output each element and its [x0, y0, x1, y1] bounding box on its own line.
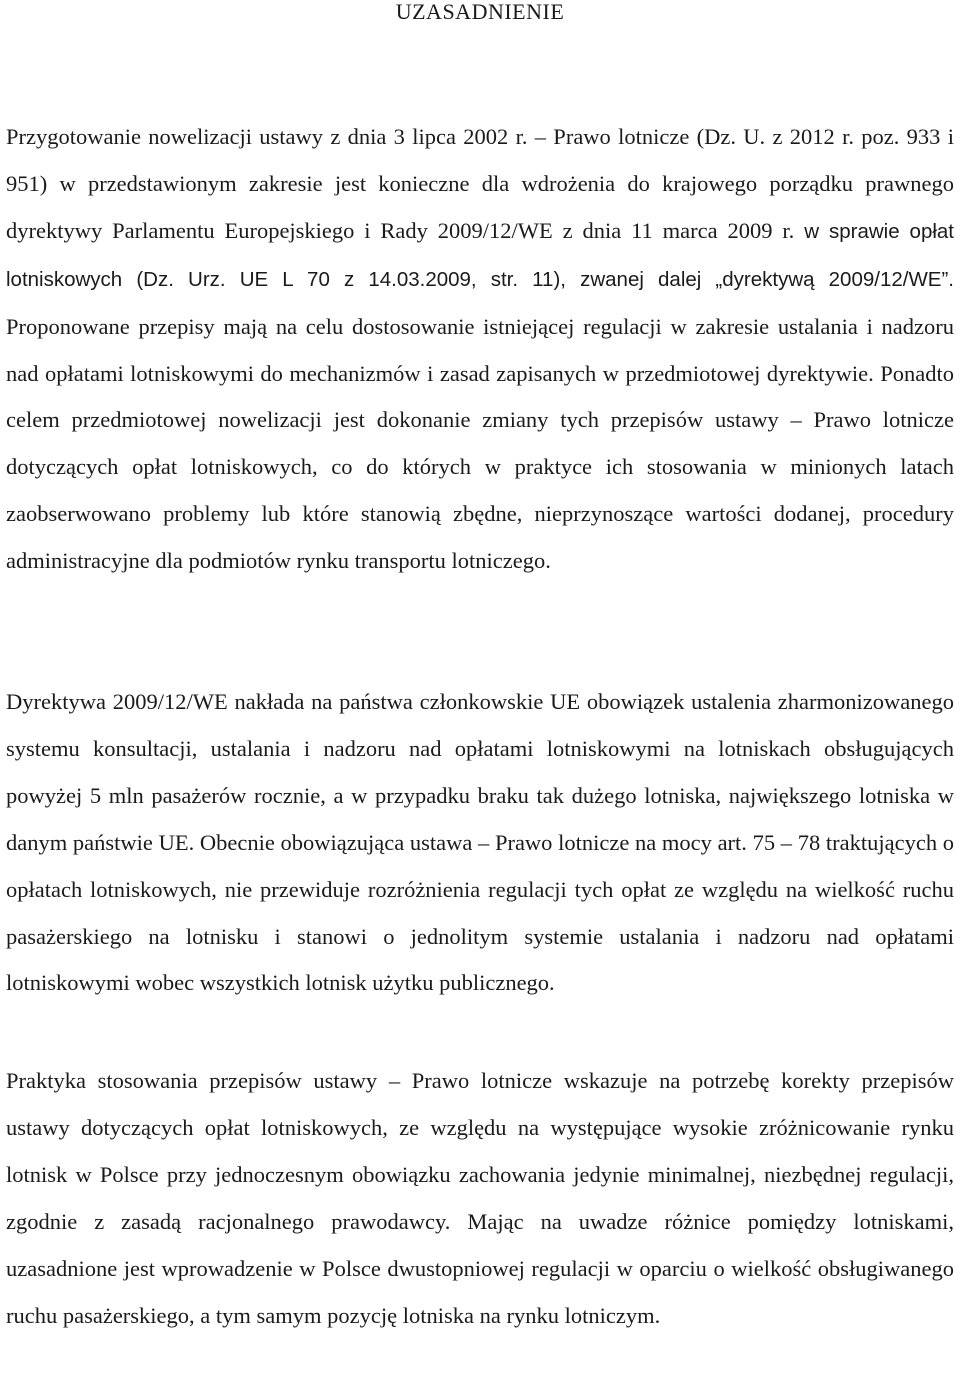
- paragraph-directive: Dyrektywa 2009/12/WE nakłada na państwa członkowskie UE obowiązek ustalenia zharmonizowanego systemu konsultacji, ustalania i nadzoru nad opłatami lotniskowymi na lotniskach obsługujących powyżej 5 mln pasażerów rocznie, a w przypadku braku tak dużego lotniska, największego lotniska w danym państwie UE. Obecnie obowiązująca ustawa – Prawo lotnicze na mocy art. 75 – 78 traktujących o opłatach lotniskowych, nie przewiduje rozróżnienia regulacji tych opłat ze względu na wielkość ruchu pasażerskiego na lotnisku i stanowi o jednolitym systemie ustalania i nadzoru nad opłatami lotniskowymi wobec wszystkich lotnisk użytku publicznego.: [6, 689, 954, 996]
- document-title: UZASADNIENIE: [395, 0, 565, 24]
- paragraph-intro-citation: w sprawie opłat lotniskowych (Dz. Urz. UE L 70 z 14.03.2009, str. 11), zwanej dalej „dyrektywą 2009/12/WE”.: [6, 219, 955, 291]
- paragraph-practice: Praktyka stosowania przepisów ustawy – Prawo lotnicze wskazuje na potrzebę korekty przepisów ustawy dotyczących opłat lotniskowych, ze względu na występujące wysokie zróżnicowanie rynku lotnisk w Polsce przy jednoczesnym obowiązku zachowania jedynie minimalnej, niezbędnej regulacji, zgodnie z zasadą racjonalnego prawodawcy. Mając na uwadze różnice pomiędzy lotniskami, uzasadnione jest wprowadzenie w Polsce dwustopniowej regulacji w oparciu o wielkość obsługiwanego ruchu pasażerskiego, a tym samym pozycję lotniska na rynku lotniczym.: [6, 1068, 954, 1328]
- paragraph-intro-continuation: Proponowane przepisy mają na celu dostosowanie istniejącej regulacji w zakresie ustalania i nadzoru nad opłatami lotniskowymi do mechanizmów i zasad zapisanych w przedmiotowej dyrektywie. Ponadto celem przedmiotowej nowelizacji jest dokonanie zmiany tych przepisów ustawy – Prawo lotnicze dotyczących opłat lotniskowych, co do których w praktyce ich stosowania w minionych latach zaobserwowano problemy lub które stanowią zbędne, nieprzynoszące wartości dodanej, procedury administracyjne dla podmiotów rynku transportu lotniczego.: [6, 313, 954, 574]
- paragraph-intro-text: Przygotowanie nowelizacji ustawy z dnia 3 lipca 2002 r. – Prawo lotnicze (Dz. U. z 2012 r. poz. 933 i 951) w przedstawionym zakresie jest konieczne dla wdrożenia do krajowego porządku prawnego dyrektywy Parlamentu Europejskiego i Rady 2009/12/WE z dnia 11 marca 2009 r.: [6, 124, 954, 243]
- paragraph-intro: [6, 114, 954, 585]
